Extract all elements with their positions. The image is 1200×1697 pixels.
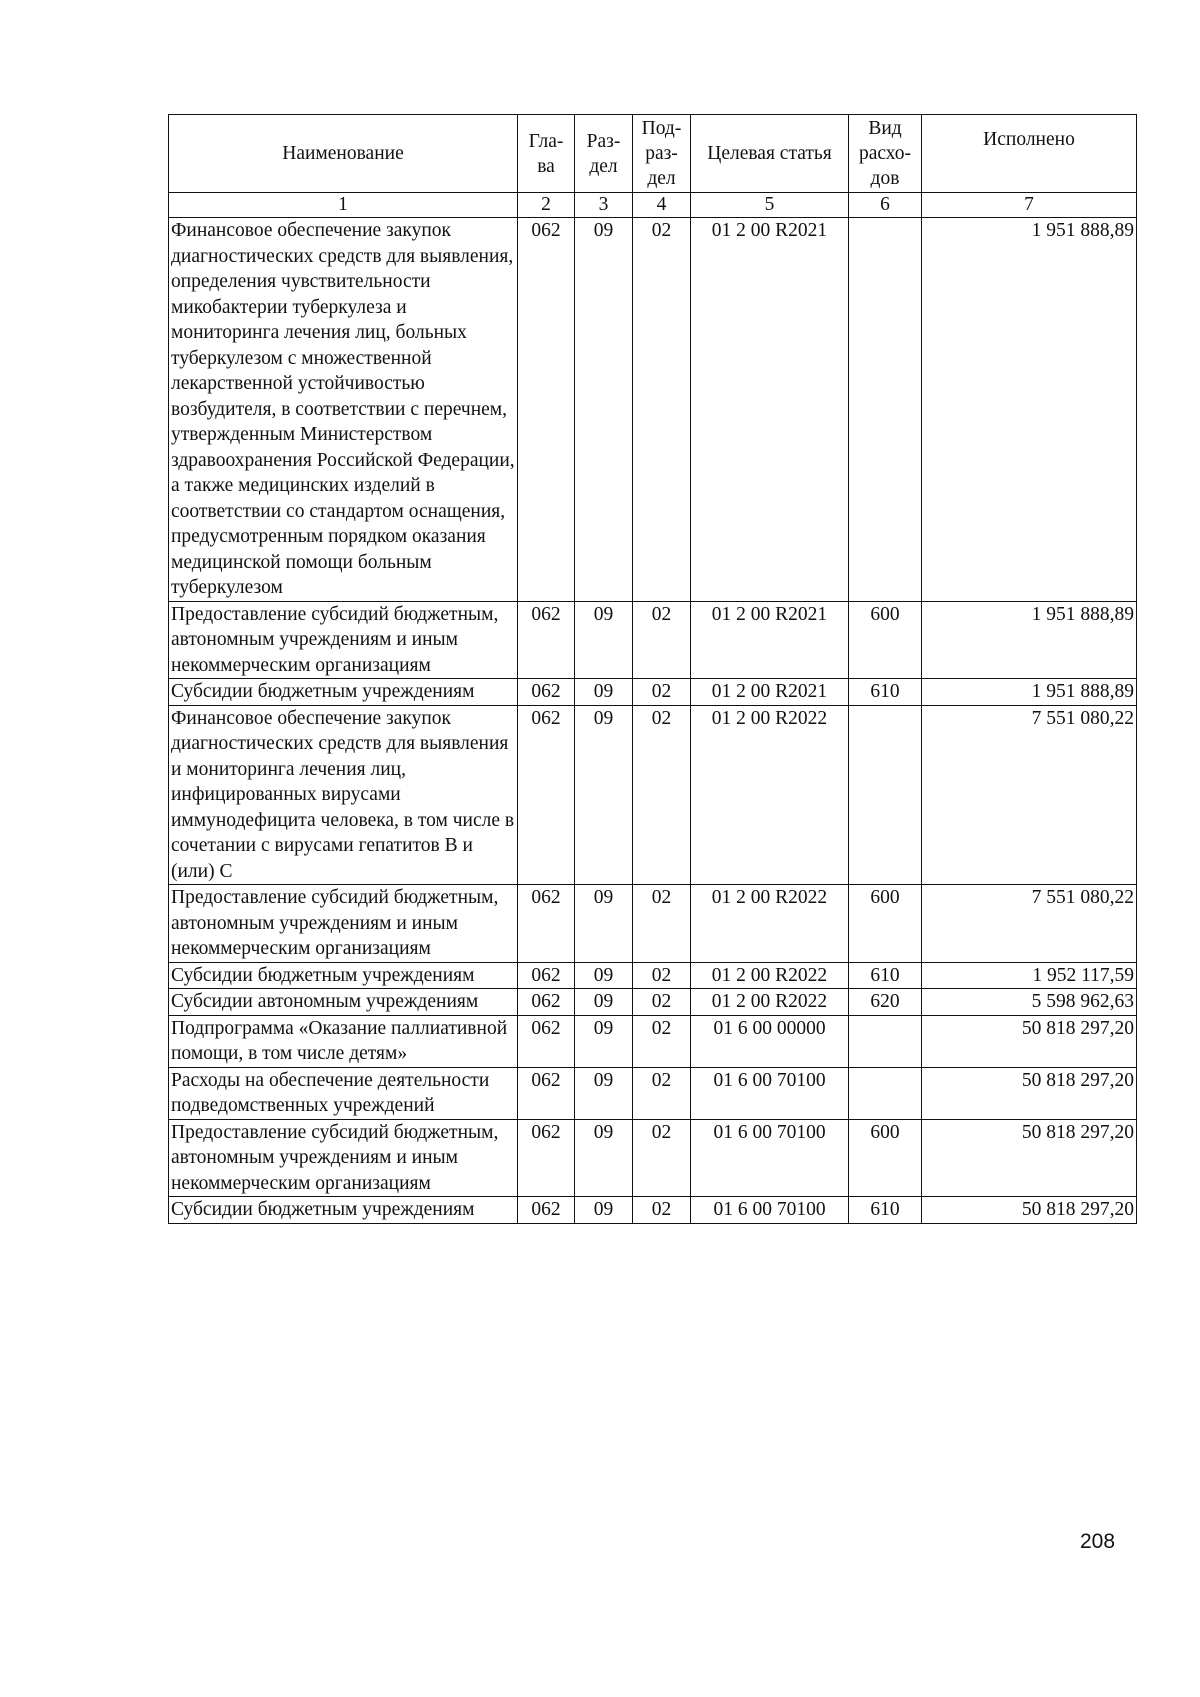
row-amount: 1 952 117,59 bbox=[922, 962, 1137, 989]
row-amount: 50 818 297,20 bbox=[922, 1067, 1137, 1119]
table-row bbox=[169, 1119, 1137, 1197]
budget-table bbox=[168, 114, 1137, 1224]
table-row bbox=[169, 601, 1137, 679]
header-kind: Вид расхо- дов bbox=[849, 115, 922, 193]
row-name: Субсидии бюджетным учреждениям bbox=[169, 679, 518, 706]
row-name: Подпрограмма «Оказание паллиативной помощи, в том числе детям» bbox=[169, 1015, 518, 1067]
row-chapter: 062 bbox=[518, 679, 575, 706]
row-name: Расходы на обеспечение деятельности подведомственных учреждений bbox=[169, 1067, 518, 1119]
column-number: 5 bbox=[691, 193, 849, 218]
row-kind: 600 bbox=[849, 601, 922, 679]
row-amount: 50 818 297,20 bbox=[922, 1197, 1137, 1224]
table-row bbox=[169, 1067, 1137, 1119]
row-target: 01 6 00 70100 bbox=[691, 1119, 849, 1197]
row-target: 01 2 00 R2021 bbox=[691, 679, 849, 706]
row-section: 09 bbox=[575, 962, 633, 989]
row-amount: 7 551 080,22 bbox=[922, 705, 1137, 885]
row-kind bbox=[849, 1067, 922, 1119]
row-name: Субсидии автономным учреждениям bbox=[169, 989, 518, 1016]
column-number: 3 bbox=[575, 193, 633, 218]
column-number: 2 bbox=[518, 193, 575, 218]
row-kind bbox=[849, 1015, 922, 1067]
row-amount: 1 951 888,89 bbox=[922, 679, 1137, 706]
row-amount: 1 951 888,89 bbox=[922, 601, 1137, 679]
row-kind: 600 bbox=[849, 1119, 922, 1197]
row-subsection: 02 bbox=[633, 705, 691, 885]
column-number: 7 bbox=[922, 193, 1137, 218]
row-kind: 610 bbox=[849, 679, 922, 706]
row-chapter: 062 bbox=[518, 218, 575, 602]
row-target: 01 6 00 00000 bbox=[691, 1015, 849, 1067]
row-kind: 610 bbox=[849, 1197, 922, 1224]
row-target: 01 2 00 R2021 bbox=[691, 601, 849, 679]
header-done: Исполнено bbox=[922, 115, 1137, 193]
row-target: 01 2 00 R2021 bbox=[691, 218, 849, 602]
table-row bbox=[169, 218, 1137, 602]
row-kind: 610 bbox=[849, 962, 922, 989]
row-target: 01 6 00 70100 bbox=[691, 1197, 849, 1224]
row-target: 01 2 00 R2022 bbox=[691, 989, 849, 1016]
row-subsection: 02 bbox=[633, 962, 691, 989]
row-target: 01 2 00 R2022 bbox=[691, 885, 849, 963]
table-row bbox=[169, 705, 1137, 885]
row-name: Субсидии бюджетным учреждениям bbox=[169, 1197, 518, 1224]
row-subsection: 02 bbox=[633, 885, 691, 963]
row-name: Предоставление субсидий бюджетным, автономным учреждениям и иным некоммерческим организациям bbox=[169, 1119, 518, 1197]
table-row bbox=[169, 679, 1137, 706]
row-name: Субсидии бюджетным учреждениям bbox=[169, 962, 518, 989]
row-subsection: 02 bbox=[633, 1197, 691, 1224]
row-amount: 50 818 297,20 bbox=[922, 1119, 1137, 1197]
row-name: Финансовое обеспечение закупок диагностических средств для выявления и мониторинга лечения лиц, инфицированных вирусами иммунодефицита человека, в том числе в сочетании с вирусами гепатитов B и (или) C bbox=[169, 705, 518, 885]
row-kind: 600 bbox=[849, 885, 922, 963]
row-subsection: 02 bbox=[633, 679, 691, 706]
row-section: 09 bbox=[575, 705, 633, 885]
row-amount: 5 598 962,63 bbox=[922, 989, 1137, 1016]
column-number: 6 bbox=[849, 193, 922, 218]
row-name: Предоставление субсидий бюджетным, автономным учреждениям и иным некоммерческим организациям bbox=[169, 601, 518, 679]
header-row bbox=[169, 115, 1137, 193]
row-section: 09 bbox=[575, 989, 633, 1016]
row-subsection: 02 bbox=[633, 1119, 691, 1197]
row-chapter: 062 bbox=[518, 989, 575, 1016]
header-section: Раз- дел bbox=[575, 115, 633, 193]
row-chapter: 062 bbox=[518, 1197, 575, 1224]
row-amount: 1 951 888,89 bbox=[922, 218, 1137, 602]
column-number: 4 bbox=[633, 193, 691, 218]
row-amount: 7 551 080,22 bbox=[922, 885, 1137, 963]
row-chapter: 062 bbox=[518, 1119, 575, 1197]
column-number: 1 bbox=[169, 193, 518, 218]
row-chapter: 062 bbox=[518, 1067, 575, 1119]
row-subsection: 02 bbox=[633, 1067, 691, 1119]
row-section: 09 bbox=[575, 1067, 633, 1119]
row-target: 01 2 00 R2022 bbox=[691, 962, 849, 989]
row-subsection: 02 bbox=[633, 218, 691, 602]
header-chapter: Гла- ва bbox=[518, 115, 575, 193]
row-subsection: 02 bbox=[633, 1015, 691, 1067]
row-subsection: 02 bbox=[633, 601, 691, 679]
row-chapter: 062 bbox=[518, 1015, 575, 1067]
row-chapter: 062 bbox=[518, 885, 575, 963]
row-chapter: 062 bbox=[518, 962, 575, 989]
table-row bbox=[169, 885, 1137, 963]
row-kind: 620 bbox=[849, 989, 922, 1016]
row-chapter: 062 bbox=[518, 705, 575, 885]
table-row bbox=[169, 1015, 1137, 1067]
row-chapter: 062 bbox=[518, 601, 575, 679]
table-row bbox=[169, 1197, 1137, 1224]
table-row bbox=[169, 989, 1137, 1016]
row-name: Предоставление субсидий бюджетным, автономным учреждениям и иным некоммерческим организациям bbox=[169, 885, 518, 963]
row-subsection: 02 bbox=[633, 989, 691, 1016]
header-name: Наименование bbox=[169, 115, 518, 193]
page-number: 208 bbox=[1080, 1530, 1116, 1553]
header-subsection: Под- раз- дел bbox=[633, 115, 691, 193]
header-target: Целевая статья bbox=[691, 115, 849, 193]
row-target: 01 2 00 R2022 bbox=[691, 705, 849, 885]
row-section: 09 bbox=[575, 218, 633, 602]
row-section: 09 bbox=[575, 885, 633, 963]
row-section: 09 bbox=[575, 679, 633, 706]
row-section: 09 bbox=[575, 1015, 633, 1067]
row-section: 09 bbox=[575, 1197, 633, 1224]
row-name: Финансовое обеспечение закупок диагностических средств для выявления, определения чувствительности микобактерии туберкулеза и мониторинга лечения лиц, больных туберкулезом с множественной лекарственной устойчивостью возбудителя, в соответствии с перечнем, утвержденным Министерством здравоохранения Российской Федерации, а также медицинских изделий в соответствии со стандартом оснащения, предусмотренным порядком оказания медицинской помощи больным туберкулезом bbox=[169, 218, 518, 602]
row-target: 01 6 00 70100 bbox=[691, 1067, 849, 1119]
column-number-row bbox=[169, 193, 1137, 218]
table-row bbox=[169, 962, 1137, 989]
row-amount: 50 818 297,20 bbox=[922, 1015, 1137, 1067]
row-kind bbox=[849, 705, 922, 885]
row-section: 09 bbox=[575, 601, 633, 679]
row-section: 09 bbox=[575, 1119, 633, 1197]
row-kind bbox=[849, 218, 922, 602]
